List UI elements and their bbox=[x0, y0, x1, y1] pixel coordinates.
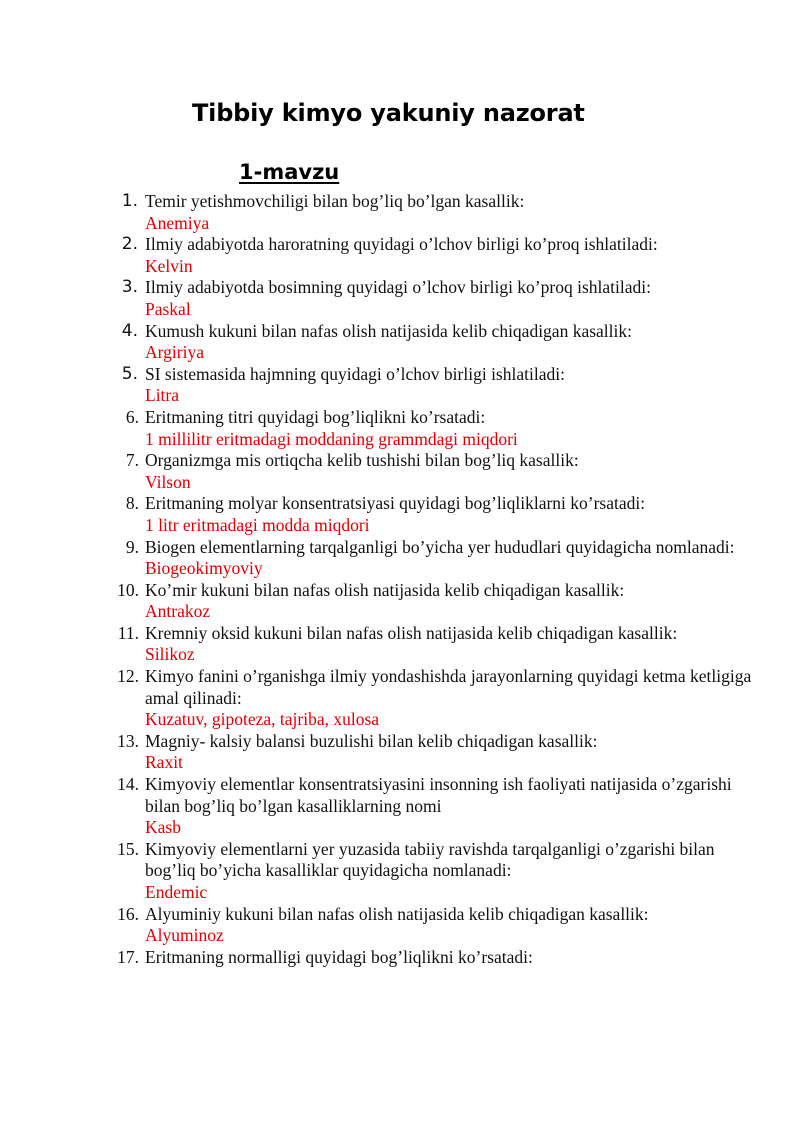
question-text: Alyuminiy kukuni bilan nafas olish natijasida kelib chiqadigan kasallik: bbox=[145, 903, 649, 924]
question-text: Eritmaning titri quyidagi bog’liqlikni ko’rsatadi: bbox=[145, 406, 486, 427]
question-item bbox=[0, 580, 800, 623]
question-item bbox=[0, 904, 800, 947]
question-text: Kimyo fanini o’rganishga ilmiy yondashishda jarayonlarning quyidagi ketma ketligiga amal qilinadi: bbox=[145, 666, 752, 708]
question-text: Kremniy oksid kukuni bilan nafas olish natijasida kelib chiqadigan kasallik: bbox=[145, 622, 678, 643]
question-text: Temir yetishmovchiligi bilan bog’liq bo’lgan kasallik: bbox=[145, 191, 525, 211]
question-item bbox=[0, 731, 800, 774]
question-text: Biogen elementlarning tarqalganligi bo’yicha yer hududlari quyidagicha nomlanadi: bbox=[145, 536, 735, 557]
answer-text: 1 litr eritmadagi modda miqdori bbox=[145, 514, 370, 535]
answer-text: Silikoz bbox=[145, 644, 195, 665]
question-number: 5. bbox=[121, 363, 138, 384]
answer-text: 1 millilitr eritmadagi moddaning grammdagi miqdori bbox=[145, 428, 518, 449]
question-number: 14. bbox=[117, 774, 139, 795]
question-list bbox=[0, 191, 800, 968]
answer-text: Litra bbox=[145, 385, 180, 406]
question-item bbox=[0, 623, 800, 666]
answer-text: Kasb bbox=[145, 817, 181, 838]
question-item bbox=[0, 493, 800, 536]
answer-text: Kelvin bbox=[145, 255, 193, 276]
question-item bbox=[0, 666, 800, 731]
answer-text: Endemic bbox=[145, 882, 208, 902]
question-text: Ilmiy adabiyotda haroratning quyidagi o’lchov birligi ko’proq ishlatiladi: bbox=[145, 234, 658, 255]
question-item bbox=[0, 191, 800, 234]
question-text: Eritmaning normalligi quyidagi bog’liqlikni ko’rsatadi: bbox=[145, 946, 533, 967]
question-text: Ilmiy adabiyotda bosimning quyidagi o’lchov birligi ko’proq ishlatiladi: bbox=[145, 277, 651, 298]
answer-text: Raxit bbox=[145, 752, 183, 773]
question-text: Magniy- kalsiy balansi buzulishi bilan kelib chiqadigan kasallik: bbox=[145, 730, 598, 751]
question-number: 2. bbox=[121, 234, 138, 255]
answer-text: Vilson bbox=[145, 471, 191, 492]
question-text: Eritmaning molyar konsentratsiyasi quyidagi bog’liqliklarni ko’rsatadi: bbox=[145, 493, 646, 514]
question-text: Kumush kukuni bilan nafas olish natijasida kelib chiqadigan kasallik: bbox=[145, 320, 632, 341]
question-number: 17. bbox=[117, 946, 139, 967]
question-item bbox=[0, 450, 800, 493]
answer-text: Paskal bbox=[145, 298, 191, 319]
question-item bbox=[0, 321, 800, 364]
question-text: Organizmga mis ortiqcha kelib tushishi bilan bog’liq kasallik: bbox=[145, 450, 579, 471]
question-number: 16. bbox=[117, 903, 139, 924]
question-item bbox=[0, 407, 800, 450]
answer-text: Kuzatuv, gipoteza, tajriba, xulosa bbox=[145, 709, 380, 730]
question-number: 6. bbox=[125, 406, 139, 427]
question-number: 13. bbox=[117, 730, 139, 751]
question-number: 9. bbox=[125, 536, 139, 557]
answer-text: Argiriya bbox=[145, 342, 204, 363]
question-text: Ko’mir kukuni bilan nafas olish natijasida kelib chiqadigan kasallik: bbox=[145, 579, 625, 600]
document-title: Tibbiy kimyo yakuniy nazorat bbox=[192, 99, 585, 127]
question-text: SI sistemasida hajmning quyidagi o’lchov birligi ishlatiladi: bbox=[145, 363, 565, 384]
question-item bbox=[0, 839, 800, 904]
question-item bbox=[0, 234, 800, 277]
answer-text: Antrakoz bbox=[145, 601, 211, 622]
question-item bbox=[0, 277, 800, 320]
question-number: 15. bbox=[117, 838, 139, 859]
section-title: 1-mavzu bbox=[239, 160, 340, 184]
question-number: 7. bbox=[125, 450, 139, 471]
answer-text: Alyuminoz bbox=[145, 925, 224, 946]
question-number: 11. bbox=[117, 622, 139, 643]
question-item bbox=[0, 364, 800, 407]
question-number: 3. bbox=[121, 277, 138, 298]
question-text: Kimyoviy elementlar konsentratsiyasini insonning ish faoliyati natijasida o’zgarishi bilan bog’liq bo’lgan kasalliklarning nomi bbox=[145, 774, 732, 816]
answer-text: Biogeokimyoviy bbox=[145, 558, 263, 579]
question-text: Kimyoviy elementlarni yer yuzasida tabiiy ravishda tarqalganligi o’zgarishi bilan bog’liq bo’yicha kasalliklar quyidagicha nomlanadi: bbox=[145, 838, 715, 881]
question-item bbox=[0, 537, 800, 580]
question-number: 12. bbox=[117, 666, 139, 687]
question-number: 4. bbox=[121, 320, 138, 341]
question-item bbox=[0, 947, 800, 969]
question-number: 10. bbox=[117, 579, 139, 600]
answer-text: Anemiya bbox=[145, 212, 210, 233]
question-number: 8. bbox=[125, 493, 139, 514]
question-item bbox=[0, 774, 800, 839]
question-number: 1. bbox=[121, 191, 138, 211]
